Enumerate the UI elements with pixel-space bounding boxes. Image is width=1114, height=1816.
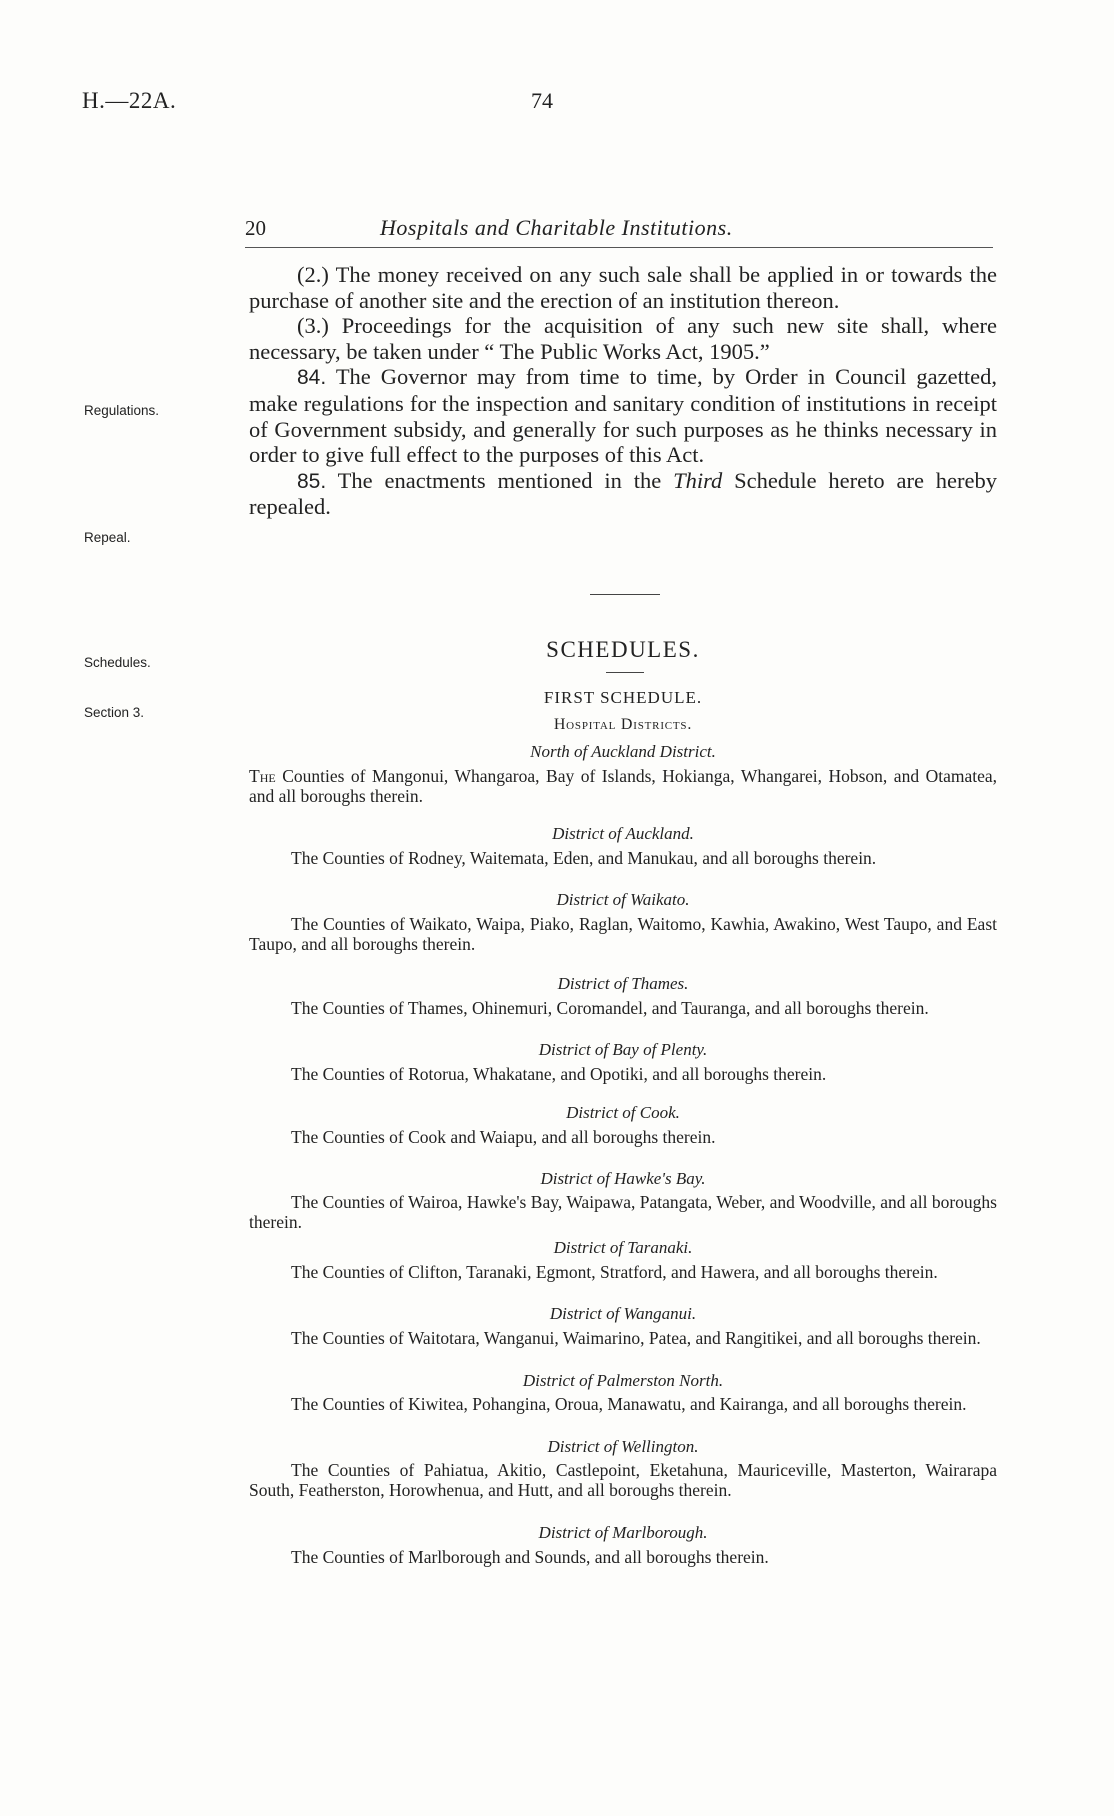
district-heading: North of Auckland District.: [530, 742, 716, 761]
header-rule: [245, 247, 993, 248]
district-counties: The Counties of Rotorua, Whakatane, and Opotiki, and all boroughs therein.: [291, 1064, 827, 1084]
document-reference: H.—22A.: [82, 88, 177, 113]
district-heading: District of Wanganui.: [549, 1304, 697, 1323]
district-lead-word: The: [249, 766, 276, 786]
margin-note-repeal: Repeal.: [84, 530, 131, 545]
section-85: [249, 468, 997, 520]
body-text: [249, 262, 997, 520]
district-heading: District of Cook.: [566, 1103, 680, 1122]
district-heading: District of Palmerston North.: [522, 1371, 724, 1390]
district-heading: District of Marlborough.: [538, 1523, 708, 1542]
district-heading: District of Waikato.: [556, 890, 690, 909]
margin-note-schedules: Schedules.: [84, 655, 151, 670]
hospital-districts-heading: Hospital Districts.: [553, 716, 693, 733]
section-divider: [590, 594, 660, 595]
paragraph-3: (3.) Proceedings for the acquisition of any such new site shall, where necessary, be taken under “ The Public Works Act, 1905.”: [249, 313, 997, 364]
district-heading: District of Thames.: [557, 974, 689, 993]
district-counties: The Counties of Pahiatua, Akitio, Castlepoint, Eketahuna, Mauriceville, Masterton, Wairarapa South, Featherston, Horowhenua, and Hutt, and all boroughs therein.: [249, 1460, 997, 1500]
district-counties: The Counties of Cook and Waiapu, and all boroughs therein.: [291, 1127, 716, 1147]
paragraph-2: (2.) The money received on any such sale shall be applied in or towards the purchase of another site and the erection of an institution thereon.: [249, 262, 997, 313]
section-85-post: Schedule hereto are hereby repealed.: [249, 467, 998, 520]
district-counties: The Counties of Thames, Ohinemuri, Coromandel, and Tauranga, and all boroughs therein.: [291, 998, 929, 1018]
district-heading: District of Auckland.: [552, 824, 694, 843]
district-counties: The Counties of Wairoa, Hawke's Bay, Waipawa, Patangata, Weber, and Woodville, and all boroughs therein.: [249, 1192, 997, 1232]
section-85-pre: The enactments mentioned in the: [337, 467, 662, 493]
section-84: [249, 364, 997, 467]
running-head-title: Hospitals and Charitable Institutions.: [380, 215, 733, 240]
first-schedule-title: FIRST SCHEDULE.: [543, 688, 703, 707]
running-head-number: 20: [245, 216, 266, 240]
section-84-number: 84.: [297, 366, 327, 390]
district-counties: The Counties of Waitotara, Wanganui, Waimarino, Patea, and Rangitikei, and all boroughs therein.: [291, 1328, 981, 1348]
page-number: 74: [531, 88, 553, 113]
margin-note-section: Section 3.: [84, 705, 145, 720]
section-84-text: The Governor may from time to time, by Order in Council gazetted, make regulations for the inspection and sanitary condition of institutions in receipt of Government subsidy, and generally for such purposes as he thinks necessary in order to give full effect to the purposes of this Act.: [249, 364, 998, 468]
schedules-title: SCHEDULES.: [546, 637, 700, 662]
section-85-number: 85.: [297, 469, 327, 493]
district-counties: The Counties of Rodney, Waitemata, Eden, and Manukau, and all boroughs therein.: [291, 848, 877, 868]
district-counties: The Counties of Mangonui, Whangaroa, Bay of Islands, Hokianga, Whangarei, Hobson, and Otamatea, and all boroughs therein.: [249, 766, 997, 806]
section-85-italic: Third: [673, 467, 723, 493]
margin-note-regulations: Regulations.: [84, 403, 160, 418]
district-heading: District of Hawke's Bay.: [540, 1169, 706, 1188]
district-counties: The Counties of Kiwitea, Pohangina, Oroua, Manawatu, and Kairanga, and all boroughs therein.: [291, 1394, 967, 1414]
district-heading: District of Taranaki.: [553, 1238, 693, 1257]
schedules-rule: [606, 672, 644, 673]
district-counties: The Counties of Clifton, Taranaki, Egmont, Stratford, and Hawera, and all boroughs therein.: [291, 1262, 938, 1282]
district-counties: The Counties of Waikato, Waipa, Piako, Raglan, Waitomo, Kawhia, Awakino, West Taupo, and East Taupo, and all boroughs therein.: [249, 914, 997, 954]
district-heading: District of Wellington.: [547, 1437, 699, 1456]
district-counties: The Counties of Marlborough and Sounds, and all boroughs therein.: [291, 1547, 769, 1567]
district-heading: District of Bay of Plenty.: [538, 1040, 708, 1059]
